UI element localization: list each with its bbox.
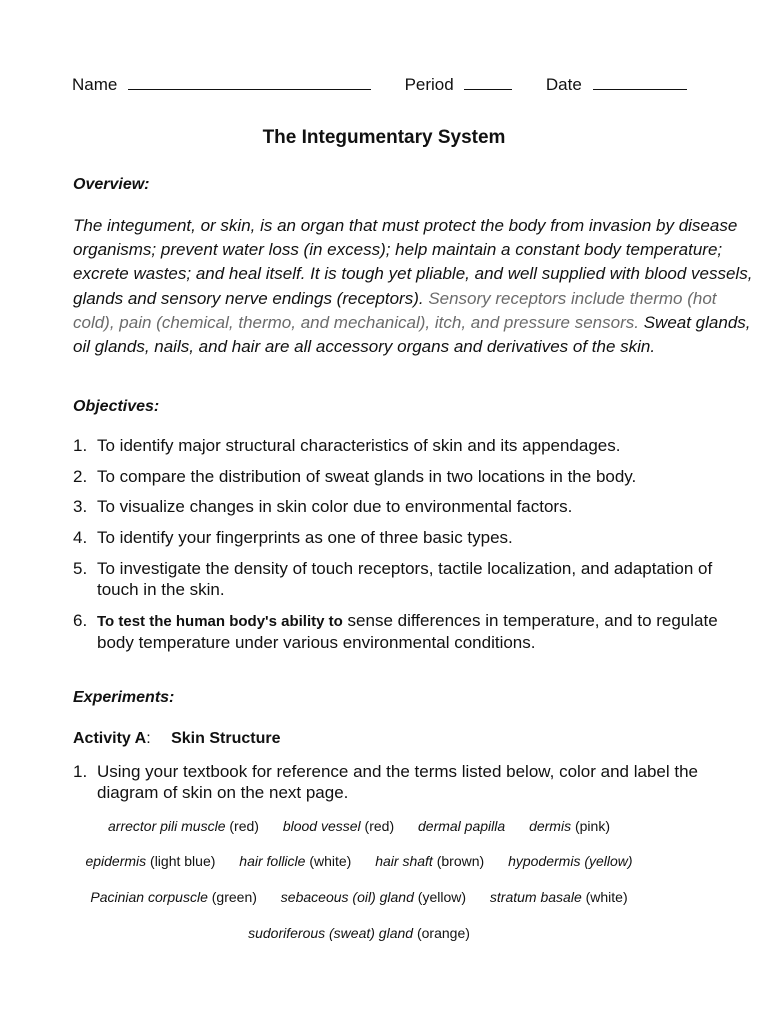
item-number: 2. — [73, 466, 88, 486]
term-item — [418, 818, 505, 834]
item-text: To investigate the density of touch receptors, tactile localization, and adaptation of touch in the skin. — [97, 559, 713, 599]
term-color: (white) — [309, 853, 352, 869]
term-item — [490, 889, 628, 905]
date-field[interactable] — [593, 74, 687, 90]
list-item — [73, 611, 733, 653]
name-field[interactable] — [128, 74, 371, 90]
term-color: (white) — [585, 889, 628, 905]
overview-text-gray: Sensory receptors include thermo (hot cold), pain (chemical, thermo, and mechanical), itch, and pressure sensors. — [73, 288, 717, 332]
overview-text-1: The integument, or skin, is an organ that must protect the body from invasion by disease organisms; prevent water loss (in excess); help maintain a constant body temperature; excrete wastes; and heal itself. It is tough yet pliable, and well supplied with blood vessels, glands and sensory nerve endings (receptors). — [73, 216, 753, 308]
term-color: (green) — [211, 889, 257, 905]
period-field[interactable] — [464, 74, 512, 90]
term-item — [248, 925, 470, 941]
item-text-bold: To test the human body's ability to — [97, 613, 343, 630]
term-color: (yellow) — [417, 889, 467, 905]
activity-colon: : — [146, 730, 151, 747]
overview-paragraph — [73, 214, 753, 359]
term-name: hair follicle — [239, 853, 306, 869]
term-color: (red) — [229, 818, 259, 834]
activity-step — [73, 761, 733, 803]
overview-text-2: Sweat glands, oil glands, nails, and hair are all accessory organs and derivatives of the skin. — [73, 312, 751, 357]
term-color: (orange) — [416, 925, 470, 941]
term-item — [281, 889, 466, 905]
term-item — [90, 889, 257, 905]
term-name: sebaceous (oil) gland — [280, 889, 414, 905]
item-text: To identify major structural characteristics of skin and its appendages. — [97, 436, 621, 455]
objectives-list — [73, 436, 733, 653]
item-text: To visualize changes in skin color due to environmental factors. — [97, 497, 573, 516]
term-name: epidermis — [85, 853, 147, 869]
list-item — [73, 436, 733, 457]
term-name: dermis — [529, 818, 572, 834]
item-text: sense differences in temperature, and to regulate body temperature under various environmental conditions. — [97, 611, 718, 652]
term-name: hypodermis (yellow) — [508, 853, 633, 869]
activity-label: Activity A — [73, 730, 147, 747]
terms-row — [0, 818, 768, 834]
term-name: arrector pili muscle — [108, 818, 226, 834]
activity-name: Skin Structure — [171, 730, 281, 747]
term-item — [508, 853, 632, 869]
page-title: The Integumentary System — [262, 127, 506, 148]
term-color: (red) — [364, 818, 395, 834]
item-number: 4. — [73, 527, 88, 547]
item-number: 1. — [73, 436, 88, 455]
overview-heading: Overview: — [73, 176, 150, 193]
item-number: 3. — [73, 497, 88, 516]
term-color: (pink) — [574, 818, 610, 834]
step-number: 1. — [73, 762, 88, 781]
term-item — [375, 853, 484, 869]
term-item — [283, 818, 394, 834]
term-item — [529, 818, 610, 834]
item-number: 6. — [73, 611, 88, 630]
step-text: Using your textbook for reference and the terms listed below, color and label the diagram of skin on the next page. — [97, 762, 699, 802]
name-label: Name — [72, 75, 118, 94]
term-name: dermal papilla — [418, 818, 506, 834]
term-name: sudoriferous (sweat) gland — [248, 925, 414, 941]
list-item — [73, 559, 733, 600]
term-color: (light blue) — [150, 853, 216, 869]
term-item — [239, 853, 351, 869]
term-name: blood vessel — [282, 818, 361, 834]
objectives-heading: Objectives: — [73, 398, 160, 415]
student-info-line — [72, 74, 712, 95]
term-name: hair shaft — [375, 853, 433, 869]
list-item — [73, 497, 733, 518]
term-name: Pacinian corpuscle — [90, 889, 208, 905]
term-name: stratum basale — [489, 889, 582, 905]
terms-row — [0, 925, 768, 941]
experiments-heading: Experiments: — [73, 689, 175, 706]
item-number: 5. — [73, 559, 88, 578]
term-item — [85, 853, 215, 869]
activity-heading — [73, 730, 280, 748]
date-label: Date — [545, 75, 582, 94]
item-text: To compare the distribution of sweat glands in two locations in the body. — [97, 466, 637, 486]
terms-row — [0, 853, 768, 869]
term-color: (brown) — [436, 853, 485, 869]
item-text: To identify your fingerprints as one of three basic types. — [97, 527, 513, 547]
terms-row — [0, 889, 768, 905]
period-label: Period — [404, 75, 454, 94]
list-item — [73, 528, 733, 549]
term-item — [108, 818, 259, 834]
list-item — [73, 467, 733, 488]
